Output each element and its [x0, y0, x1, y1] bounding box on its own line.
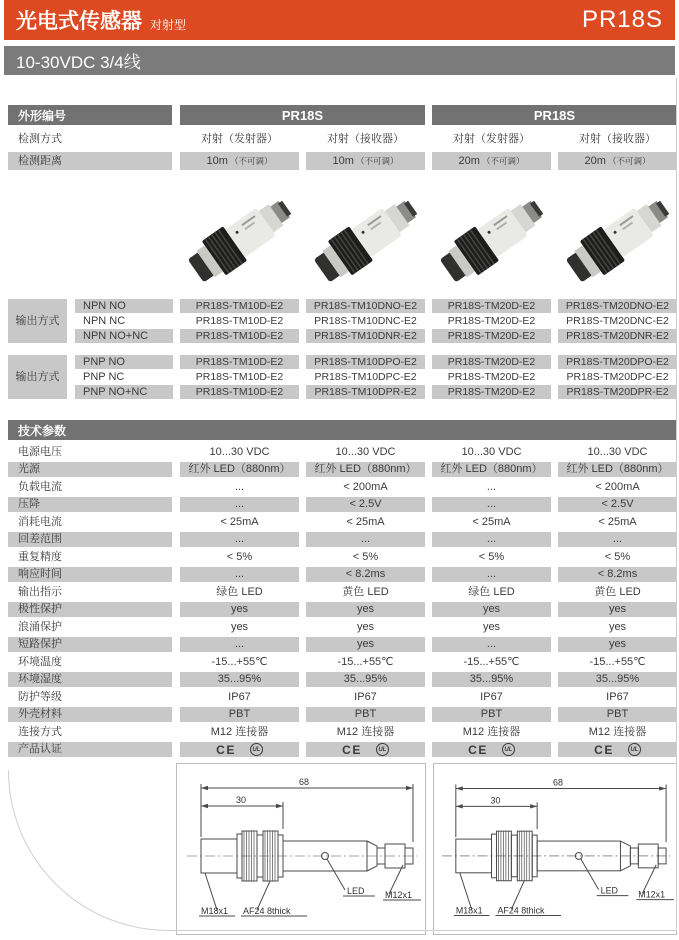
spec-value: -15...+55℃	[589, 655, 646, 668]
output-mode-label: NPN NC	[83, 314, 126, 327]
product-photo	[304, 186, 428, 294]
spec-value: M12 连接器	[210, 725, 269, 738]
dim-front-label: 30	[235, 795, 247, 805]
model-number: PR18S-TM20D-E2	[432, 329, 551, 343]
spec-value: 黄色 LED	[594, 585, 641, 598]
product-photo	[556, 186, 679, 294]
model-number: PR18S-TM10DPR-E2	[306, 385, 425, 399]
connector-label: M12x1	[385, 890, 413, 900]
model-number: PR18S-TM20D-E2	[432, 385, 551, 399]
model-number: PR18S-TM10D-E2	[195, 314, 284, 327]
detection-method-value: 对射（接收器）	[579, 132, 656, 145]
spec-value: M12 连接器	[588, 725, 647, 738]
distance-note: （不可调）	[355, 155, 399, 166]
sensor-photo-image	[304, 186, 428, 294]
spec-value: < 5%	[604, 550, 631, 563]
voltage-bar	[4, 46, 675, 75]
spec-value: 10...30 VDC	[587, 445, 648, 458]
ul-mark-icon: UL	[628, 743, 641, 756]
spec-label: 极性保护	[8, 602, 172, 617]
dim-front-label: 30	[490, 795, 501, 806]
spec-value: yes	[306, 602, 425, 617]
spec-value: < 25mA	[472, 515, 511, 528]
thread-label: M18x1	[201, 906, 229, 916]
spec-value: ...	[180, 497, 299, 512]
model-number: PR18S-TM10DNR-E2	[306, 329, 425, 343]
spec-value: yes	[432, 602, 551, 617]
spec-value: ...	[234, 480, 245, 493]
spec-value: < 5%	[226, 550, 253, 563]
model-number: PR18S-TM20DNR-E2	[558, 329, 677, 343]
spec-value: 35...95%	[306, 672, 425, 687]
sensor-photo-image	[556, 186, 679, 294]
tech-section-header	[8, 420, 677, 440]
spec-value: PBT	[180, 707, 299, 722]
output-mode-label: PNP NC	[83, 370, 125, 383]
series-label: PR18S	[581, 6, 663, 33]
detection-method-label: 检测方式	[18, 132, 62, 145]
model-number: PR18S-TM10D-E2	[195, 370, 284, 383]
led-label: LED	[347, 886, 365, 896]
spec-value: < 25mA	[346, 515, 385, 528]
ce-mark-icon: CE	[342, 742, 362, 757]
spec-value: ...	[180, 567, 299, 582]
spec-value: -15...+55℃	[337, 655, 394, 668]
spec-value: ...	[180, 637, 299, 652]
spec-value: yes	[482, 620, 501, 633]
spec-value: 35...95%	[432, 672, 551, 687]
spec-value: yes	[356, 620, 375, 633]
detection-distance-label: 检测距离	[8, 152, 172, 170]
spec-label: 压降	[8, 497, 172, 512]
spec-value: -15...+55℃	[211, 655, 268, 668]
model-number: PR18S-TM20DNC-E2	[566, 314, 669, 327]
dim-overall-label: 68	[553, 777, 563, 788]
spec-label: 输出指示	[18, 585, 62, 598]
spec-value: 绿色 LED	[468, 585, 515, 598]
product-photo	[178, 186, 302, 294]
distance-main: 20m	[458, 154, 480, 167]
spec-value: IP67	[228, 690, 251, 703]
spec-value: 10...30 VDC	[461, 445, 522, 458]
spec-label: 防护等级	[18, 690, 62, 703]
detection-distance-value	[306, 152, 425, 170]
detection-distance-value	[558, 152, 677, 170]
spec-label: 环境温度	[18, 655, 62, 668]
ul-mark-icon: UL	[502, 743, 515, 756]
output-type-header: 输出方式	[8, 299, 67, 343]
spec-label: 外壳材料	[8, 707, 172, 722]
dimension-drawing-left	[176, 763, 426, 935]
spec-value: ...	[432, 497, 551, 512]
group-header-1: PR18S	[180, 105, 425, 125]
distance-main: 10m	[206, 154, 228, 167]
thread-label: M18x1	[455, 905, 483, 916]
spec-value: 红外 LED（880nm）	[558, 462, 677, 477]
spec-label: 连接方式	[18, 725, 62, 738]
spec-value: < 8.2ms	[558, 567, 677, 582]
spec-label: 消耗电流	[18, 515, 62, 528]
spec-value: 10...30 VDC	[335, 445, 396, 458]
spec-value: 黄色 LED	[342, 585, 389, 598]
dimension-drawing-right	[433, 763, 677, 935]
spec-label: 短路保护	[8, 637, 172, 652]
dimension-drawing-image	[177, 764, 425, 934]
page-header	[4, 0, 675, 40]
connector-label: M12x1	[638, 889, 666, 900]
page-title: 光电式传感器	[16, 10, 142, 33]
certification-cell	[432, 742, 551, 757]
spec-value: 红外 LED（880nm）	[306, 462, 425, 477]
output-mode-label: PNP NO+NC	[75, 385, 173, 399]
spec-label: 负载电流	[18, 480, 62, 493]
model-number: PR18S-TM10D-E2	[180, 329, 299, 343]
spec-value: < 200mA	[595, 480, 640, 493]
ce-mark-icon: CE	[216, 742, 236, 757]
spec-label: 环境湿度	[8, 672, 172, 687]
model-number: PR18S-TM20DPO-E2	[558, 355, 677, 369]
detection-method-value: 对射（发射器）	[453, 132, 530, 145]
spec-value: ...	[432, 532, 551, 547]
distance-main: 10m	[332, 154, 354, 167]
spec-value: < 5%	[478, 550, 505, 563]
spec-value: PBT	[558, 707, 677, 722]
ce-mark-icon: CE	[468, 742, 488, 757]
model-number: PR18S-TM10DPO-E2	[306, 355, 425, 369]
output-mode-label: NPN NO	[75, 299, 173, 313]
spec-value: M12 连接器	[462, 725, 521, 738]
spec-value: < 5%	[352, 550, 379, 563]
spec-value: yes	[558, 602, 677, 617]
spec-value: yes	[608, 620, 627, 633]
distance-note: （不可调）	[607, 155, 651, 166]
model-number: PR18S-TM20D-E2	[432, 299, 551, 313]
spec-value: ...	[558, 532, 677, 547]
spec-value: 35...95%	[180, 672, 299, 687]
detection-distance-value	[180, 152, 299, 170]
spec-value: < 2.5V	[306, 497, 425, 512]
distance-main: 20m	[584, 154, 606, 167]
group-header-2: PR18S	[432, 105, 677, 125]
certification-cell	[180, 742, 299, 757]
spec-value: IP67	[354, 690, 377, 703]
model-number: PR18S-TM20D-E2	[447, 314, 536, 327]
spec-value: PBT	[306, 707, 425, 722]
spec-value: ...	[486, 480, 497, 493]
overview-corner-header: 外形编号	[8, 105, 172, 125]
voltage-bar-text: 10-30VDC 3/4线	[16, 53, 141, 72]
detection-method-value: 对射（接收器）	[327, 132, 404, 145]
spec-value: yes	[180, 602, 299, 617]
dim-overall-label: 68	[298, 777, 310, 787]
certification-cell	[558, 742, 677, 757]
product-photo	[430, 186, 554, 294]
detection-distance-value	[432, 152, 551, 170]
spec-value: yes	[306, 637, 425, 652]
ul-mark-icon: UL	[250, 743, 263, 756]
spec-value: IP67	[606, 690, 629, 703]
nut-label: AF24 8thick	[497, 905, 545, 916]
spec-value: ...	[432, 637, 551, 652]
detection-method-value: 对射（发射器）	[201, 132, 278, 145]
spec-value: < 25mA	[220, 515, 259, 528]
spec-value: < 200mA	[343, 480, 388, 493]
dimension-drawing-image	[434, 764, 676, 934]
sensor-photo-image	[430, 186, 554, 294]
spec-label: 回差范围	[8, 532, 172, 547]
spec-value: < 8.2ms	[306, 567, 425, 582]
spec-value: PBT	[432, 707, 551, 722]
nut-label: AF24 8thick	[243, 906, 291, 916]
distance-note: （不可调）	[481, 155, 525, 166]
certification-cell	[306, 742, 425, 757]
spec-value: ...	[180, 532, 299, 547]
page-subtitle: 对射型	[150, 17, 187, 32]
spec-value: -15...+55℃	[463, 655, 520, 668]
spec-value: IP67	[480, 690, 503, 703]
model-number: PR18S-TM20DPC-E2	[566, 370, 669, 383]
output-mode-label: NPN NO+NC	[75, 329, 173, 343]
spec-label: 浪涌保护	[18, 620, 62, 633]
model-number: PR18S-TM10DPC-E2	[314, 370, 417, 383]
spec-value: < 25mA	[598, 515, 637, 528]
sensor-photo-image	[178, 186, 302, 294]
spec-value: ...	[432, 567, 551, 582]
spec-value: 红外 LED（880nm）	[180, 462, 299, 477]
ul-mark-icon: UL	[376, 743, 389, 756]
spec-value: 红外 LED（880nm）	[432, 462, 551, 477]
spec-value: 35...95%	[558, 672, 677, 687]
spec-value: yes	[558, 637, 677, 652]
spec-value: 10...30 VDC	[209, 445, 270, 458]
spec-value: ...	[306, 532, 425, 547]
output-mode-label: PNP NO	[75, 355, 173, 369]
output-type-header: 输出方式	[8, 355, 67, 399]
led-label: LED	[600, 885, 618, 896]
spec-label: 重复精度	[18, 550, 62, 563]
spec-value: < 2.5V	[558, 497, 677, 512]
distance-note: （不可调）	[229, 155, 273, 166]
spec-label: 响应时间	[8, 567, 172, 582]
model-number: PR18S-TM20D-E2	[432, 355, 551, 369]
model-number: PR18S-TM10D-E2	[180, 299, 299, 313]
spec-label: 产品认证	[8, 742, 172, 757]
model-number: PR18S-TM10D-E2	[180, 355, 299, 369]
model-number: PR18S-TM20DPR-E2	[558, 385, 677, 399]
ce-mark-icon: CE	[594, 742, 614, 757]
spec-value: yes	[230, 620, 249, 633]
spec-value: 绿色 LED	[216, 585, 263, 598]
model-number: PR18S-TM10DNC-E2	[314, 314, 417, 327]
tech-section-title: 技术参数	[18, 423, 67, 438]
spec-label: 光源	[8, 462, 172, 477]
spec-label: 电源电压	[18, 445, 62, 458]
spec-value: M12 连接器	[336, 725, 395, 738]
model-number: PR18S-TM20DNO-E2	[558, 299, 677, 313]
model-number: PR18S-TM20D-E2	[447, 370, 536, 383]
model-number: PR18S-TM10D-E2	[180, 385, 299, 399]
model-number: PR18S-TM10DNO-E2	[306, 299, 425, 313]
